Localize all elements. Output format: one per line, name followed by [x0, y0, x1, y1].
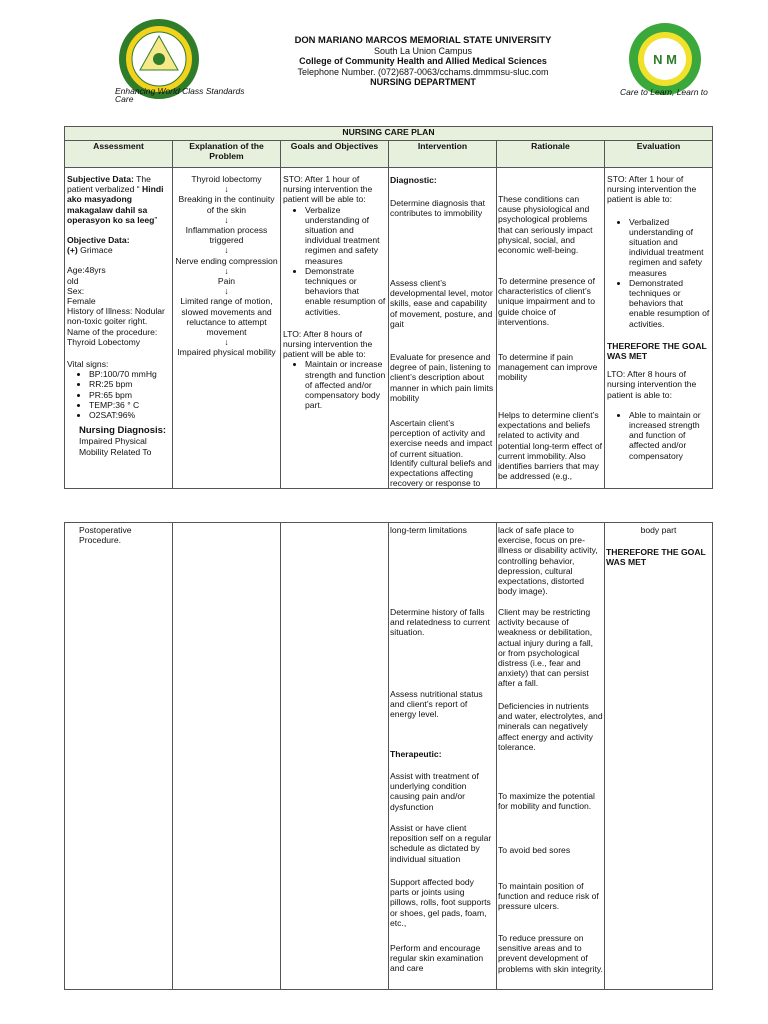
column-header-goals: Goals and Objectives: [281, 141, 389, 168]
down-arrow-icon: ↓: [224, 245, 229, 256]
subjective-text: The patient verbalized “: [67, 174, 151, 195]
motto-right: Care to Learn, Learn to: [620, 87, 708, 97]
goals-lto-item: • Maintain or increase strength and function of affected and/or compensatory body part.: [305, 359, 386, 410]
explanation-cell-continued: [173, 523, 281, 990]
column-header-assessment: Assessment: [65, 141, 173, 168]
intervention-item: Assist with treatment of underlying condition causing pain and/or dysfunction: [390, 771, 479, 812]
objective-data: [67, 245, 170, 255]
down-arrow-icon: ↓: [224, 286, 229, 297]
intervention-item: Assess nutritional status and client’s report of energy level.: [390, 689, 483, 720]
intervention-cell: [389, 168, 497, 489]
goals-sto-item: • Demonstrate techniques or behaviors that enable resumption of activities.: [305, 266, 386, 317]
objective-sign: (+): [67, 245, 78, 256]
procedure-name: Thyroid Lobectomy: [67, 336, 141, 347]
table-title: NURSING CARE PLAN: [65, 127, 713, 141]
nursing-care-plan-table-continued: [64, 522, 713, 990]
vital-pr: • PR:65 bpm: [89, 390, 170, 400]
age: Age:48yrs: [67, 265, 106, 276]
rationale-item: To determine if pain management can improve mobility: [498, 352, 598, 383]
intervention-cell-continued: [389, 523, 497, 990]
telephone-line: Telephone Number. (072)687-0063/cchams.dmmmsu-sluc.com: [297, 66, 549, 77]
department-name: NURSING DEPARTMENT: [370, 77, 476, 87]
explanation-step: Inflammation process triggered: [185, 225, 268, 246]
goals-lto-intro: LTO: After 8 hours of nursing intervention the patient will be able to:: [283, 328, 373, 360]
nursing-seal-logo: [628, 22, 702, 96]
column-header-explanation: Explanation of the Problem: [173, 141, 281, 168]
explanation-step: Nerve ending compression: [175, 255, 278, 266]
subjective-quote: Hindi ako masyadong makagalaw dahil sa operasyon ko sa leeg: [67, 184, 164, 225]
rationale-item: Helps to determine client’s expectations and beliefs related to activity and potential long-term effect of current immobility. Also identifies barriers that may be addressed (e.g.,: [498, 410, 602, 482]
evaluation-lto-list: [607, 410, 710, 461]
vital-signs-list: [67, 369, 170, 420]
goal-met-statement: THEREFORE THE GOAL WAS MET: [607, 340, 707, 362]
intervention-item: Perform and encourage regular skin examination and care: [390, 943, 484, 974]
nursing-diagnosis-label: Nursing Diagnosis:: [79, 425, 167, 437]
svg-text:N M: N M: [653, 52, 677, 67]
rationale-item: To determine presence of characteristics of client’s unique impairment and to guide choice of interventions.: [498, 276, 595, 327]
assessment-cell: [65, 168, 173, 489]
sex-label: Sex:: [67, 285, 85, 296]
diagnostic-label: Diagnostic:: [390, 175, 437, 185]
rationale-item: Client may be restricting activity because of weakness or debilitation, actual injury during a fall, or from psychological distress (i.e., fear and anxiety) that can persist after a fall.: [498, 607, 594, 689]
evaluation-lto-item: • Able to maintain or increased strength and function of affected and/or compensatory: [629, 410, 710, 461]
goals-sto-list: [283, 205, 386, 317]
column-header-rationale: Rationale: [497, 141, 605, 168]
subjective-end: ”: [154, 214, 158, 225]
evaluation-sto-item: • Verbalized understanding of situation and individual treatment regimen and safety measures: [629, 217, 710, 278]
motto-left: [115, 87, 244, 103]
intervention-item: long-term limitations: [390, 525, 467, 535]
explanation-step: Thyroid lobectomy: [191, 174, 262, 184]
motto-left-line2: Care: [115, 94, 134, 104]
intervention-item: Determine history of falls and relatedness to current situation.: [390, 607, 490, 638]
column-header-intervention: Intervention: [389, 141, 497, 168]
age-unit: old: [67, 275, 79, 286]
evaluation-lto-continued: body part: [640, 525, 677, 535]
subjective-data: [67, 174, 170, 225]
rationale-item: Deficiencies in nutrients and water, electrolytes, and minerals can negatively affect energy and activity tolerance.: [498, 701, 603, 752]
explanation-step: Breaking in the continuity of the skin: [178, 194, 275, 215]
nursing-diagnosis-text: Impaired Physical Mobility Related To: [79, 436, 152, 457]
evaluation-sto-item: • Demonstrated techniques or behaviors that enable resumption of activities.: [629, 278, 710, 329]
intervention-item: Assist or have client reposition self on a regular schedule as dictated by individual situation: [390, 823, 492, 864]
college-name: College of Community Health and Allied Medical Sciences: [299, 56, 547, 66]
rationale-item: To avoid bed sores: [498, 845, 571, 855]
objective-label: Objective Data:: [67, 235, 130, 246]
evaluation-cell-continued: [605, 523, 713, 990]
rationale-item: lack of safe place to exercise, focus on pre-illness or disability activity, controlling behavior, depression, cultural expectations, distorted body image).: [498, 525, 598, 597]
down-arrow-icon: ↓: [224, 214, 229, 225]
intervention-item: Ascertain client’s perception of activity and exercise needs and impact of current situation.: [390, 418, 493, 459]
goal-met-statement: THEREFORE THE GOAL WAS MET: [606, 547, 706, 568]
therapeutic-label: Therapeutic:: [390, 749, 442, 759]
evaluation-cell: [605, 168, 713, 489]
down-arrow-icon: ↓: [224, 184, 229, 195]
explanation-step: Impaired physical mobility: [177, 347, 276, 358]
down-arrow-icon: ↓: [224, 265, 229, 276]
evaluation-sto-intro: STO: After 1 hour of nursing intervention the patient is able to:: [607, 174, 697, 205]
vital-o2sat: • O2SAT:96%: [89, 410, 170, 420]
rationale-item: To maximize the potential for mobility and function.: [498, 791, 595, 812]
vital-rr: • RR:25 bpm: [89, 379, 170, 389]
assessment-cell-continued: [65, 523, 173, 990]
column-header-evaluation: Evaluation: [605, 141, 713, 168]
goals-cell-continued: [281, 523, 389, 990]
university-name: DON MARIANO MARCOS MEMORIAL STATE UNIVERSITY: [294, 34, 552, 45]
rationale-item: To reduce pressure on sensitive areas and to prevent development of problems with skin integrity.: [498, 933, 603, 974]
goals-lto-list: [283, 359, 386, 410]
objective-text: Grimace: [77, 245, 113, 256]
evaluation-lto-intro: LTO: After 8 hours of nursing intervention the patient is able to:: [607, 369, 697, 400]
procedure-label: Name of the procedure:: [67, 326, 158, 337]
explanation-cell: [173, 168, 281, 489]
intervention-item: Support affected body parts or joints using pillows, rolls, foot supports or shoes, gel pads, foam, etc.,: [390, 877, 491, 928]
intervention-item: Assess client’s developmental level, motor skills, ease and capability of movement, posture, and gait: [390, 278, 493, 329]
explanation-step: Limited range of motion, slowed movements and reluctance to attempt movement: [180, 296, 273, 338]
history-of-illness: History of Illness: Nodular non-toxic goiter right.: [67, 306, 165, 327]
goals-sto-intro: STO: After 1 hour of nursing intervention the patient will be able to:: [283, 174, 373, 205]
intervention-item: Identify cultural beliefs and expectations affecting recovery or response to: [390, 458, 492, 488]
goals-cell: [281, 168, 389, 489]
rationale-cell: [497, 168, 605, 489]
rationale-item: To maintain position of function and reduce risk of pressure ulcers.: [498, 881, 599, 912]
header-text-block: [250, 35, 596, 88]
rationale-cell-continued: [497, 523, 605, 990]
nursing-care-plan-table: [64, 126, 713, 489]
vital-bp: • BP:100/70 mmHg: [89, 369, 170, 379]
evaluation-sto-list: [607, 217, 710, 329]
campus-name: South La Union Campus: [373, 45, 473, 56]
vital-temp: • TEMP:36 ° C: [89, 400, 170, 410]
intervention-item: Determine diagnosis that contributes to immobility: [390, 198, 486, 219]
down-arrow-icon: ↓: [224, 337, 229, 348]
sex: Female: [67, 296, 96, 307]
vital-signs-label: Vital signs:: [67, 359, 109, 370]
document-header: [0, 0, 768, 120]
motto-left-line1: Enhancing World Class Standards: [115, 86, 245, 96]
explanation-step: Pain: [217, 276, 236, 287]
goals-sto-item: • Verbalize understanding of situation and individual treatment regimen and safety measures: [305, 205, 386, 266]
rationale-item: These conditions can cause physiological and psychological problems that can seriously impact physical, social, and economic well-being.: [498, 194, 593, 256]
nursing-diagnosis-continued: Postoperative Procedure.: [79, 525, 132, 546]
subjective-label: Subjective Data:: [67, 174, 134, 184]
intervention-item: Evaluate for presence and degree of pain, listening to client’s description about manner in which pain limits mobility: [390, 352, 494, 403]
